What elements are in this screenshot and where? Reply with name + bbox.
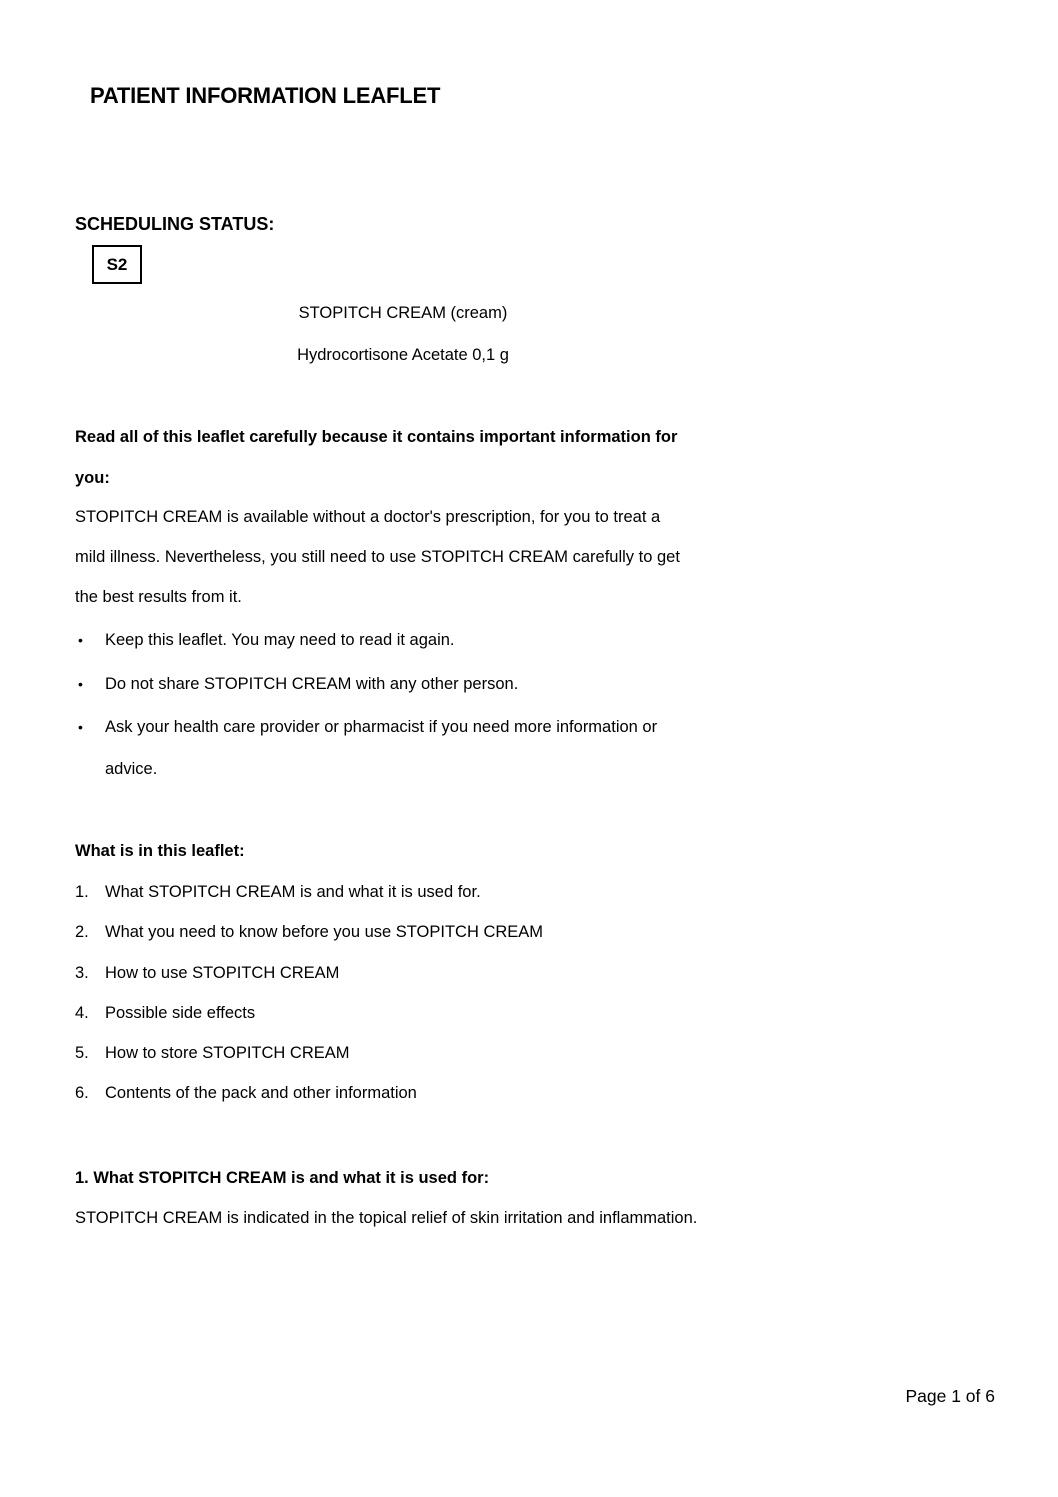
toc-item	[75, 883, 481, 902]
scheduling-status-value: S2	[106, 254, 128, 274]
toc-item	[75, 964, 339, 983]
bullet-item	[78, 631, 455, 650]
toc-item-text: Contents of the pack and other information	[105, 1084, 417, 1102]
toc-item-number: 6.	[75, 1084, 89, 1102]
intro-body-line: the best results from it.	[75, 588, 242, 606]
toc-item-number: 2.	[75, 923, 89, 941]
toc-heading: What is in this leaflet:	[75, 842, 245, 860]
bullet-text: Ask your health care provider or pharmacist if you need more information or	[105, 718, 658, 736]
bullet-icon: •	[78, 719, 83, 735]
intro-heading-line: you:	[75, 469, 110, 487]
toc-item	[75, 1084, 417, 1103]
section1-heading: 1. What STOPITCH CREAM is and what it is used for:	[75, 1169, 490, 1187]
toc-item-text: How to use STOPITCH CREAM	[105, 964, 340, 982]
intro-body-line: mild illness. Nevertheless, you still need to use STOPITCH CREAM carefully to get	[75, 548, 680, 566]
toc-item-number: 5.	[75, 1044, 89, 1062]
toc-item-number: 4.	[75, 1004, 89, 1022]
toc-item-text: What STOPITCH CREAM is and what it is used for.	[105, 883, 481, 901]
bullet-text-continuation: advice.	[105, 760, 158, 778]
bullet-text: Keep this leaflet. You may need to read it again.	[105, 631, 455, 649]
intro-body-line: STOPITCH CREAM is available without a doctor's prescription, for you to treat a	[75, 508, 661, 526]
toc-item-number: 3.	[75, 964, 89, 982]
toc-item	[75, 923, 543, 942]
product-name: STOPITCH CREAM (cream)	[298, 304, 508, 322]
toc-item	[75, 1044, 350, 1063]
toc-item	[75, 1004, 255, 1023]
bullet-icon: •	[78, 632, 83, 648]
intro-heading-line: Read all of this leaflet carefully because it contains important information for	[75, 428, 678, 446]
scheduling-status-box	[92, 245, 142, 284]
bullet-icon: •	[78, 676, 83, 692]
bullet-item	[78, 718, 657, 737]
bullet-item	[78, 675, 518, 694]
product-ingredient: Hydrocortisone Acetate 0,1 g	[297, 346, 509, 364]
toc-item-number: 1.	[75, 883, 89, 901]
section1-body: STOPITCH CREAM is indicated in the topical relief of skin irritation and inflammation.	[75, 1209, 698, 1227]
toc-item-text: Possible side effects	[105, 1004, 256, 1022]
toc-item-text: What you need to know before you use STOPITCH CREAM	[105, 923, 544, 941]
scheduling-status-label: SCHEDULING STATUS:	[75, 214, 275, 234]
page-title: PATIENT INFORMATION LEAFLET	[90, 83, 441, 108]
toc-item-text: How to store STOPITCH CREAM	[105, 1044, 350, 1062]
page-number: Page 1 of 6	[905, 1386, 995, 1406]
bullet-text: Do not share STOPITCH CREAM with any other person.	[105, 675, 519, 693]
